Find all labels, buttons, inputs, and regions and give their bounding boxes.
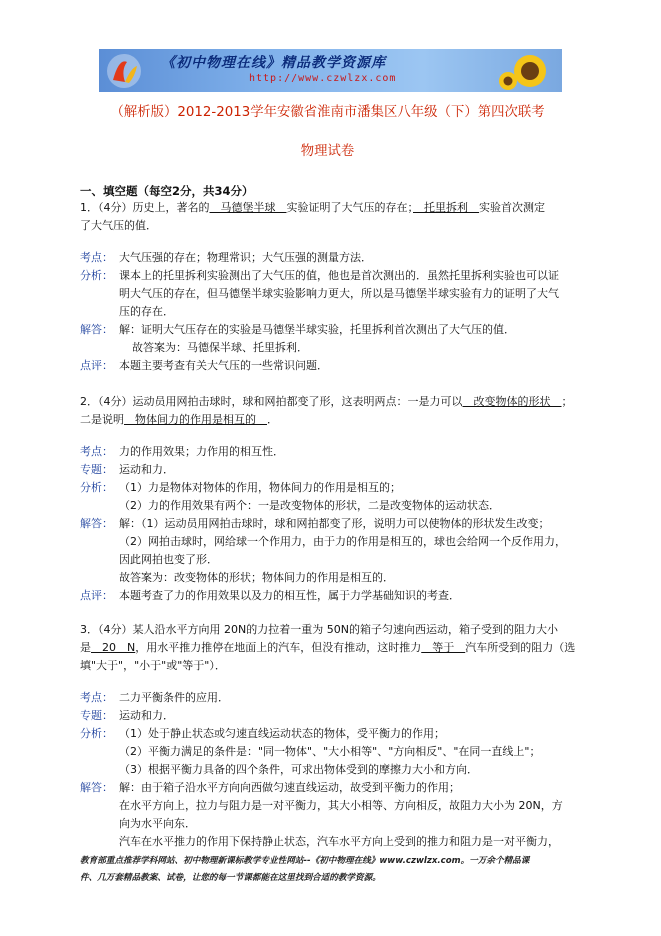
footer-line1: 教育部重点推荐学科网站、初中物理新课标教学专业性网站--《初中物理在线》www.czwlzx.com。一万余个精品课 (80, 856, 530, 866)
q1-stem-line2: 了大气压的值． (80, 219, 157, 232)
q3-stem-line2: 是 20 N，用水平推力推停在地面上的汽车，但没有推动，这时推力 等于 汽车所受到的阻力（选 (80, 641, 576, 654)
q3-jieda-line3: 向为水平向东． (119, 817, 196, 830)
q2-dianping: 本题考查了力的作用效果以及力的相互性，属于力学基础知识的考查． (119, 589, 460, 602)
banner-url[interactable]: http://www.czwlzx.com (249, 73, 397, 84)
q3-kaodian-label: 考点： (80, 691, 113, 704)
q3-fenxi-line3: （3）根据平衡力具备的四个条件，可求出物体受到的摩擦力大小和方向． (119, 763, 478, 776)
q2-jieda-line1: 解：（1）运动员用网拍击球时，球和网拍都变了形，说明力可以使物体的形状发生改变； (119, 517, 550, 530)
q3-answer-blank-2: 等于 (421, 641, 466, 654)
page-footer (80, 853, 600, 887)
q2-answer-blank-1: 改变物体的形状 (462, 395, 562, 408)
q2-fenxi-line2: （2）力的作用效果有两个：一是改变物体的形状，二是改变物体的运动状态． (119, 499, 500, 512)
banner-title: 《初中物理在线》精品教学资源库 (161, 55, 386, 71)
q2-jieda-line3: 因此网拍也变了形． (119, 553, 218, 566)
q3-kaodian: 二力平衡条件的应用． (119, 691, 229, 704)
q3-stem-line1: 3．（4分）某人沿水平方向用 20N的力拉着一重为 50N的箱子匀速向西运动，箱子受到的阻力大小 (80, 623, 558, 636)
q1-fenxi-label: 分析： (80, 269, 113, 282)
q2-jieda-label: 解答： (80, 517, 113, 530)
q1-jieda-line2: 故答案为：马德保半球、托里拆利． (132, 341, 308, 354)
q1-kaodian-label: 考点： (80, 251, 113, 264)
q1-stem-line1: 1．（4分）历史上，著名的 马德堡半球 实验证明了大气压的存在； 托里拆利 实验首次测定 (80, 201, 545, 214)
q3-answer-blank-1: 20 N (91, 641, 136, 654)
q2-stem-line2: 二是说明 物体间力的作用是相互的 ． (80, 413, 278, 426)
q3-fenxi-line1: （1）处于静止状态或匀速直线运动状态的物体，受平衡力的作用； (119, 727, 445, 740)
site-logo-icon (105, 52, 143, 90)
sunflower-icon (492, 51, 552, 91)
q1-fenxi-line3: 压的存在． (119, 305, 174, 318)
q1-dianping-label: 点评： (80, 359, 113, 372)
q2-jieda-line2: （2）网拍击球时，网给球一个作用力，由于力的作用是相互的，球也会给网一个反作用力， (119, 535, 566, 548)
q2-fenxi-line1: （1）力是物体对物体的作用，物体间力的作用是相互的； (119, 481, 401, 494)
q1-jieda-line1: 解：证明大气压存在的实验是马德堡半球实验，托里拆利首次测出了大气压的值． (119, 323, 515, 336)
q1-jieda-label: 解答： (80, 323, 113, 336)
q3-fenxi-label: 分析： (80, 727, 113, 740)
q2-zhuanti: 运动和力． (119, 463, 174, 476)
doc-title-line2: 物理试卷 (300, 143, 355, 159)
q3-zhuanti-label: 专题： (80, 709, 113, 722)
q3-stem-line3: 填"大于"，"小于"或"等于"）． (80, 659, 226, 672)
q3-zhuanti: 运动和力． (119, 709, 174, 722)
footer-line2: 件、几万套精品教案、试卷，让您的每一节课都能在这里找到合适的教学资源。 (80, 873, 381, 883)
section-heading: 一、填空题（每空2分，共34分） (80, 184, 254, 198)
q3-jieda-line1: 解：由于箱子沿水平方向向西做匀速直线运动，故受到平衡力的作用； (119, 781, 460, 794)
q1-fenxi-line1: 课本上的托里拆利实验测出了大气压的值，他也是首次测出的．虽然托里拆利实验也可以证 (119, 269, 559, 282)
q2-zhuanti-label: 专题： (80, 463, 113, 476)
q2-kaodian: 力的作用效果；力作用的相互性． (119, 445, 284, 458)
q3-fenxi-line2: （2）平衡力满足的条件是："同一物体"、"大小相等"、"方向相反"、"在同一直线上"； (119, 745, 541, 758)
q3-jieda-line4: 汽车在水平推力的作用下保持静止状态，汽车水平方向上受到的推力和阻力是一对平衡力， (119, 835, 559, 848)
q2-dianping-label: 点评： (80, 589, 113, 602)
q3-jieda-label: 解答： (80, 781, 113, 794)
q1-dianping: 本题主要考查有关大气压的一些常识问题． (119, 359, 328, 372)
site-banner (99, 49, 562, 92)
q2-answer-blank-2: 物体间力的作用是相互的 (124, 413, 267, 426)
q1-answer-blank-2: 托里拆利 (413, 201, 479, 214)
q2-fenxi-label: 分析： (80, 481, 113, 494)
q2-stem-line1: 2．（4分）运动员用网拍击球时，球和网拍都变了形，这表明两点：一是力可以 改变物体的形状 ； (80, 395, 573, 408)
q1-fenxi-line2: 明大气压的存在，但马德堡半球实验影响力更大，所以是马德堡半球实验有力的证明了大气 (119, 287, 559, 300)
q2-kaodian-label: 考点： (80, 445, 113, 458)
q2-jieda-line4: 故答案为：改变物体的形状；物体间力的作用是相互的． (119, 571, 394, 584)
q1-kaodian: 大气压强的存在；物理常识；大气压强的测量方法． (119, 251, 372, 264)
doc-title-line1: （解析版）2012-2013学年安徽省淮南市潘集区八年级（下）第四次联考 (110, 104, 545, 120)
q3-jieda-line2: 在水平方向上，拉力与阻力是一对平衡力，其大小相等、方向相反，故阻力大小为 20N，方 (119, 799, 563, 812)
q1-answer-blank-1: 马德堡半球 (209, 201, 287, 214)
